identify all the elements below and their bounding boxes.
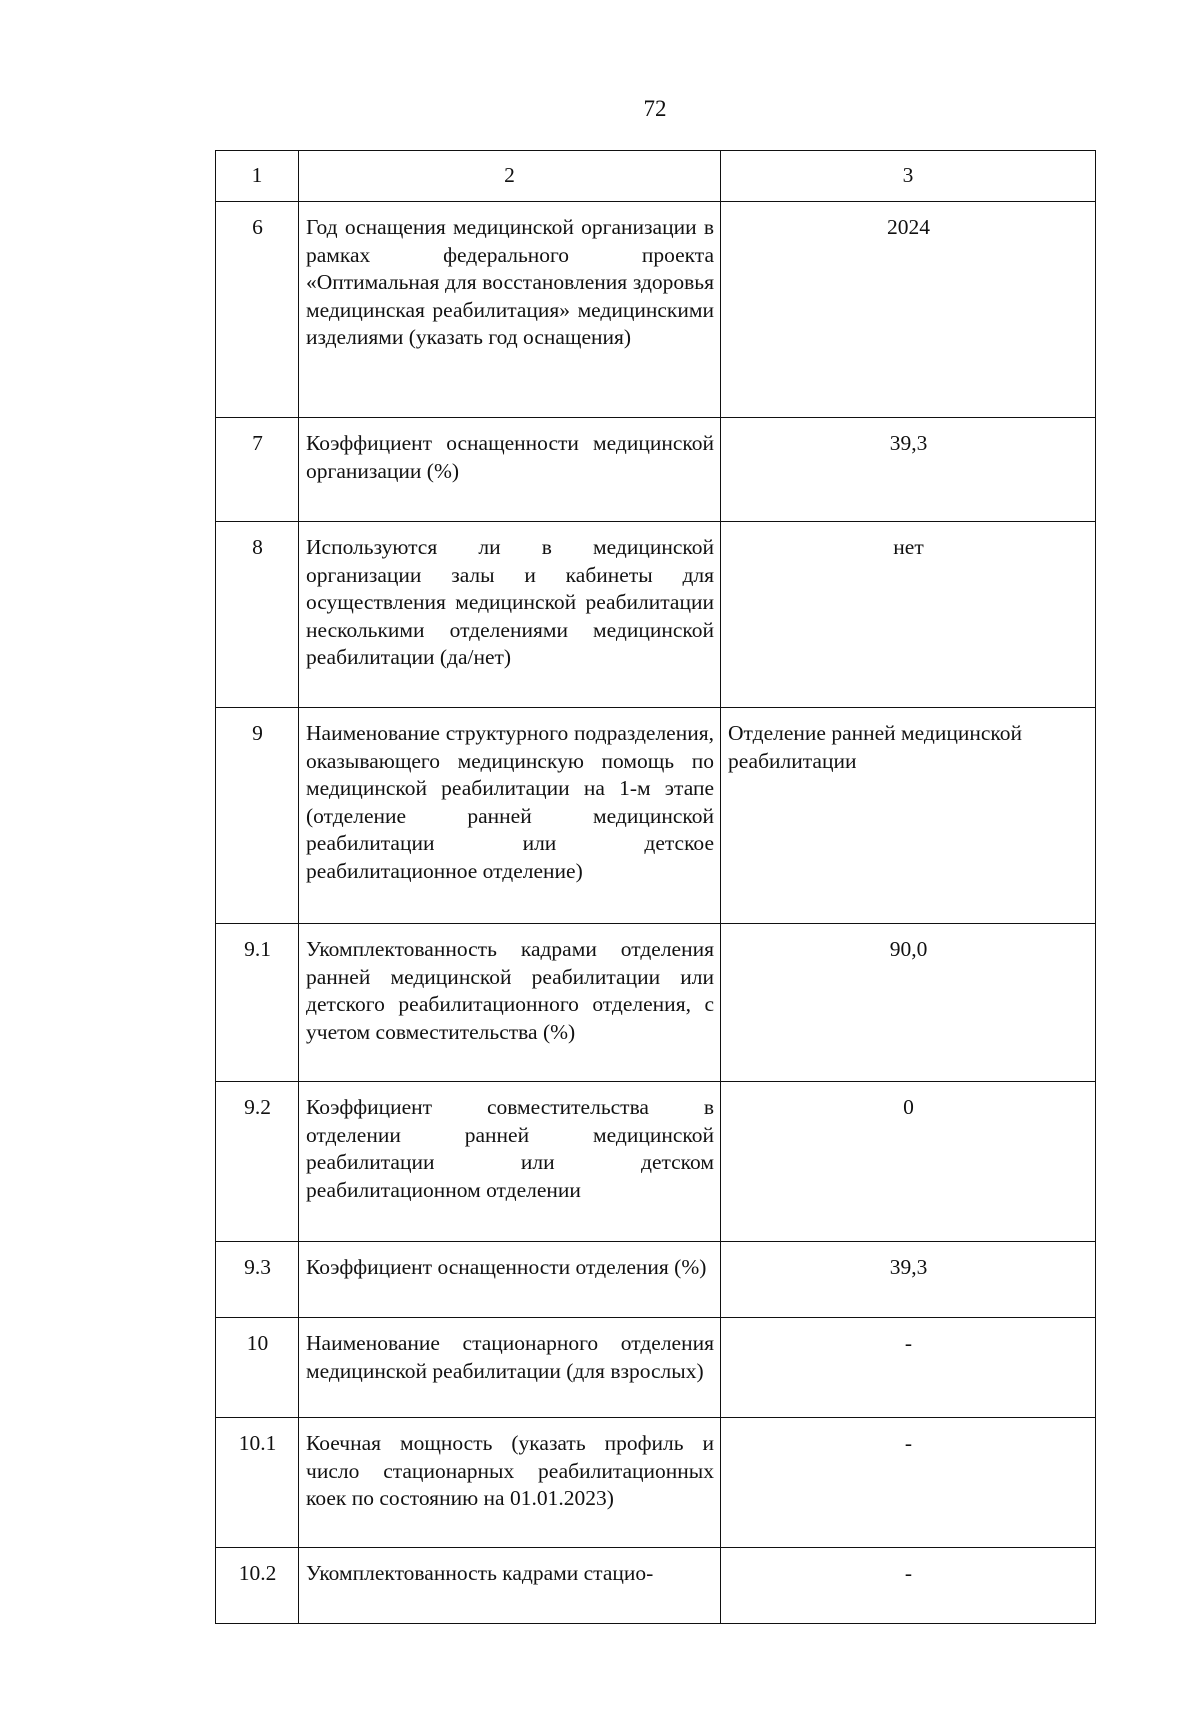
row-description: Укомплектованность кадрами отделения ранней медицинской реабилитации или детского реабилитационного отделения, с учетом совместительства (%)	[299, 924, 721, 1082]
table-header-row	[216, 151, 1096, 202]
row-value: -	[721, 1418, 1096, 1548]
row-description: Коэффициент оснащенности медицинской организации (%)	[299, 418, 721, 522]
row-number: 10	[216, 1318, 299, 1418]
page-number: 72	[643, 96, 667, 121]
table-row	[216, 1318, 1096, 1418]
row-description: Коечная мощность (указать профиль и число стационарных реабилитационных коек по состоянию на 01.01.2023)	[299, 1418, 721, 1548]
row-value: 0	[721, 1082, 1096, 1242]
table-row	[216, 418, 1096, 522]
row-number: 8	[216, 522, 299, 708]
row-description: Наименование стационарного отделения медицинской реабилитации (для взрослых)	[299, 1318, 721, 1418]
row-number: 9	[216, 708, 299, 924]
row-number: 9.1	[216, 924, 299, 1082]
table-row	[216, 522, 1096, 708]
table-row	[216, 1082, 1096, 1242]
row-value: -	[721, 1548, 1096, 1624]
row-value: 2024	[721, 202, 1096, 418]
header-col-3: 3	[721, 151, 1096, 202]
row-number: 6	[216, 202, 299, 418]
row-value: 90,0	[721, 924, 1096, 1082]
table-row	[216, 708, 1096, 924]
header-col-2: 2	[299, 151, 721, 202]
row-description: Коэффициент оснащенности отделения (%)	[299, 1242, 721, 1318]
data-table	[215, 150, 1096, 1624]
row-description: Укомплектованность кадрами стацио-	[299, 1548, 721, 1624]
table-row	[216, 1548, 1096, 1624]
row-value: нет	[721, 522, 1096, 708]
header-col-1: 1	[216, 151, 299, 202]
table-row	[216, 1242, 1096, 1318]
row-description: Наименование структурного подразделения, оказывающего медицинскую помощь по медицинской реабилитации на 1-м этапе (отделение ранней медицинской реабилитации или детское реабилитационное отделение)	[299, 708, 721, 924]
row-number: 10.2	[216, 1548, 299, 1624]
row-description: Год оснащения медицинской организации в рамках федерального проекта «Оптимальная для восстановления здоровья медицинская реабилитация» медицинскими изделиями (указать год оснащения)	[299, 202, 721, 418]
row-number: 9.2	[216, 1082, 299, 1242]
table-row	[216, 924, 1096, 1082]
row-value: -	[721, 1318, 1096, 1418]
row-description: Коэффициент совместительства в отделении ранней медицинской реабилитации или детском реабилитационном отделении	[299, 1082, 721, 1242]
row-value: Отделение ранней медицинской реабилитации	[721, 708, 1096, 924]
row-number: 7	[216, 418, 299, 522]
row-number: 10.1	[216, 1418, 299, 1548]
table-row	[216, 202, 1096, 418]
row-value: 39,3	[721, 1242, 1096, 1318]
row-value: 39,3	[721, 418, 1096, 522]
table-row	[216, 1418, 1096, 1548]
row-description: Используются ли в медицинской организации залы и кабинеты для осуществления медицинской реабилитации несколькими отделениями медицинской реабилитации (да/нет)	[299, 522, 721, 708]
row-number: 9.3	[216, 1242, 299, 1318]
